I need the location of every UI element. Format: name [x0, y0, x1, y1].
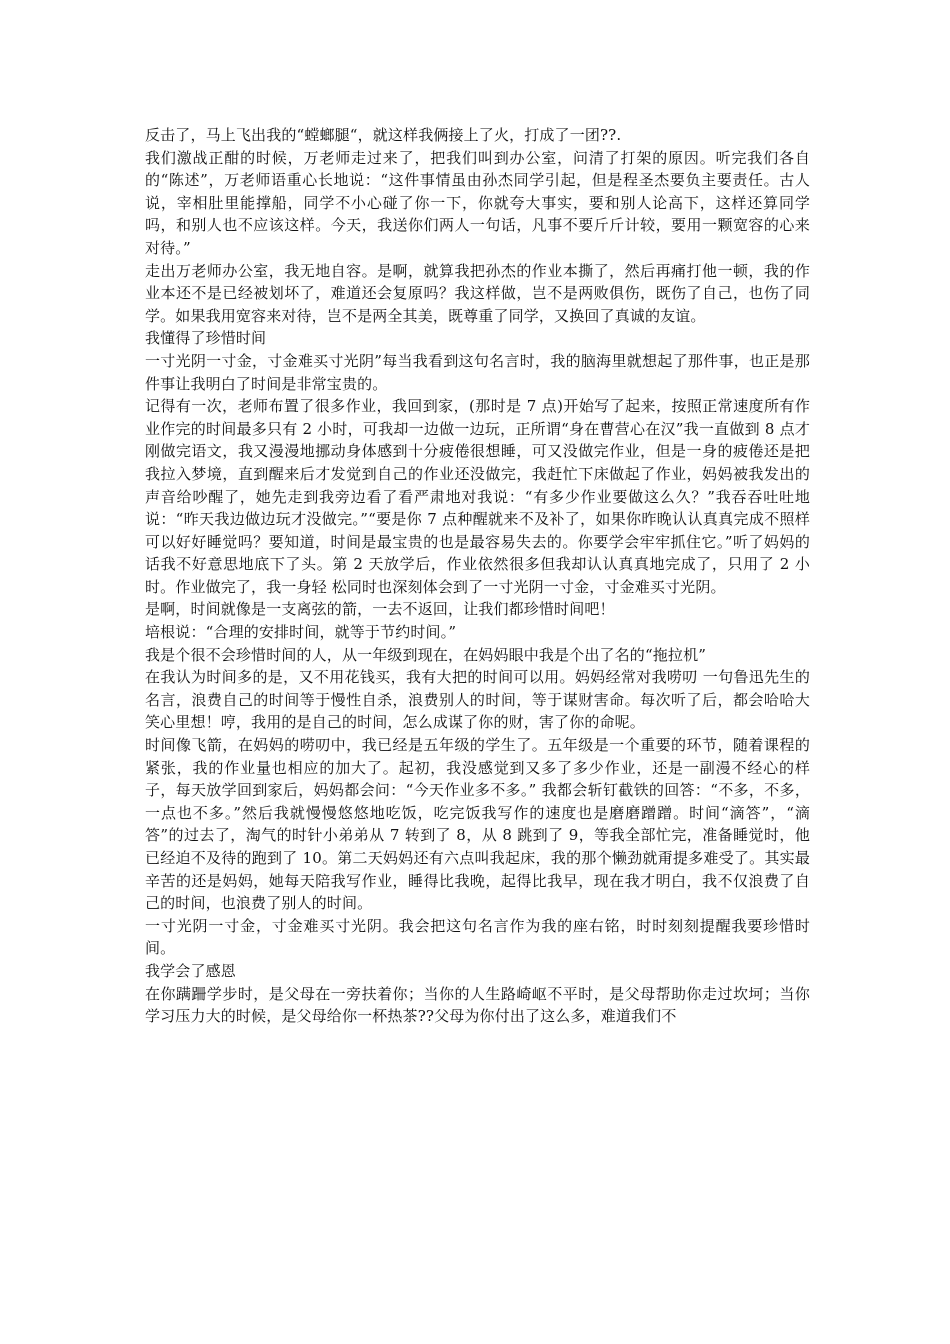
document-body [145, 124, 810, 1028]
section-heading-time: 我懂得了珍惜时间 [145, 329, 267, 348]
paragraph-teacher-talk: 我们激战正酣的时候，万老师走过来了，把我们叫到办公室，问清了打架的原因。听完我们各自的“陈述”，万老师语重心长地说：“这件事情虽由孙杰同学引起，但是程圣杰要负主要责任。古人说，宰相肚里能撑船，同学不小心碰了你一下，你就夸大事实，要和别人论高下，这样还算同学吗，和别人也不应该这样。今天，我送你们两人一句话，凡事不要斤斤计较，要用一颗宽容的心来对待。” [145, 148, 810, 257]
paragraph-homework-story: 记得有一次，老师布置了很多作业，我回到家，(那时是 7 点)开始写了起来，按照正常速度所有作业作完的时间最多只有 2 小时，可我却一边做一边玩，正所谓“身在曹营心在汉”我一直做到 8 点才刚做完语文，我又漫漫地挪动身体感到十分疲倦很想睡，可又没做完作业，但是一身的疲倦还是把我拉入梦境，直到醒来后才发觉到自己的作业还没做完，我赶忙下床做起了作业，妈妈被我发出的声音给吵醒了，她先走到我旁边看了看严肃地对我说：“有多少作业要做这么久？”我吞吞吐吐地 说：“昨天我边做边玩才没做完。”“要是你 7 点种醒就来不及补了，如果你昨晚认认真真完成不照样可以好好睡觉吗？要知道，时间是最宝贵的也是最容易失去的。你要学会牢牢抓住它。”听了妈妈的话我不好意思地底下了头。第 2 天放学后，作业依然很多但我却认认真真地完成了，只用了 2 小时。作业做完了，我一身轻 松同时也深刻体会到了一寸光阴一寸金，寸金难买寸光阴。 [145, 397, 810, 596]
paragraph-motto: 一寸光阴一寸金，寸金难买寸光阴。我会把这句名言作为我的座右铭，时时刻刻提醒我要珍惜时间。 [145, 916, 810, 958]
paragraph-plenty-time: 在我认为时间多的是，又不用花钱买，我有大把的时间可以用。妈妈经常对我唠叨 一句鲁迅先生的名言，浪费自己的时间等于慢性自杀，浪费别人的时间，等于谋财害命。每次听了后，都会哈哈大笑心里想！哼，我用的是自己的时间，怎么成谋了你的财，害了你的命呢。 [145, 668, 810, 732]
paragraph-arrow: 是啊，时间就像是一支离弦的箭，一去不返回，让我们都珍惜时间吧！ [145, 600, 615, 619]
paragraph-fifth-grade: 时间像飞箭，在妈妈的唠叨中，我已经是五年级的学生了。五年级是一个重要的环节，随着课程的紧张，我的作业量也相应的加大了。起初，我没感觉到又多了多少作业，还是一副漫不经心的样子，每天放学回到家后，妈妈都会问：“今天作业多不多。” 我都会斩钉截铁的回答：“不多，不多，一点也不多。”然后我就慢慢悠悠地吃饭，吃完饭我写作的速度也是磨磨蹭蹭。时间“滴答”，“滴答”的过去了，淘气的时针小弟弟从 7 转到了 8，从 8 跳到了 9，等我全部忙完，准备睡觉时，他已经迫不及待的跑到了 10。第二天妈妈还有六点叫我起床，我的那个懒劲就甭提多难受了。其实最辛苦的还是妈妈，她每天陪我写作业，睡得比我晚，起得比我早，现在我才明白，我不仅浪费了自己的时间，也浪费了别人的时间。 [145, 736, 810, 913]
section-heading-gratitude: 我学会了感恩 [145, 961, 236, 980]
paragraph-parents: 在你蹒跚学步时，是父母在一旁扶着你；当你的人生路崎岖不平时，是父母帮助你走过坎坷；当你学习压力大的时候，是父母给你一杯热茶??父母为你付出了这么多，难道我们不 [145, 984, 810, 1026]
paragraph-tractor: 我是个很不会珍惜时间的人，从一年级到现在，在妈妈眼中我是个出了名的“拖拉机” [145, 645, 707, 664]
paragraph-bacon-quote: 培根说：“合理的安排时间，就等于节约时间。” [145, 623, 457, 642]
paragraph-fight-start: 反击了，马上飞出我的“螳螂腿“，就这样我俩接上了火，打成了一团??. [145, 126, 622, 144]
paragraph-proverb-intro: 一寸光阴一寸金，寸金难买寸光阴”每当我看到这句名言时，我的脑海里就想起了那件事，也正是那件事让我明白了时间是非常宝贵的。 [145, 351, 810, 393]
paragraph-reflection: 走出万老师办公室，我无地自容。是啊，就算我把孙杰的作业本撕了，然后再痛打他一顿，我的作业本还不是已经被划坏了，难道还会复原吗？我这样做，岂不是两败俱伤，既伤了自己，也伤了同学。如果我用宽容来对待，岂不是两全其美，既尊重了同学，又换回了真诚的友谊。 [145, 261, 810, 325]
